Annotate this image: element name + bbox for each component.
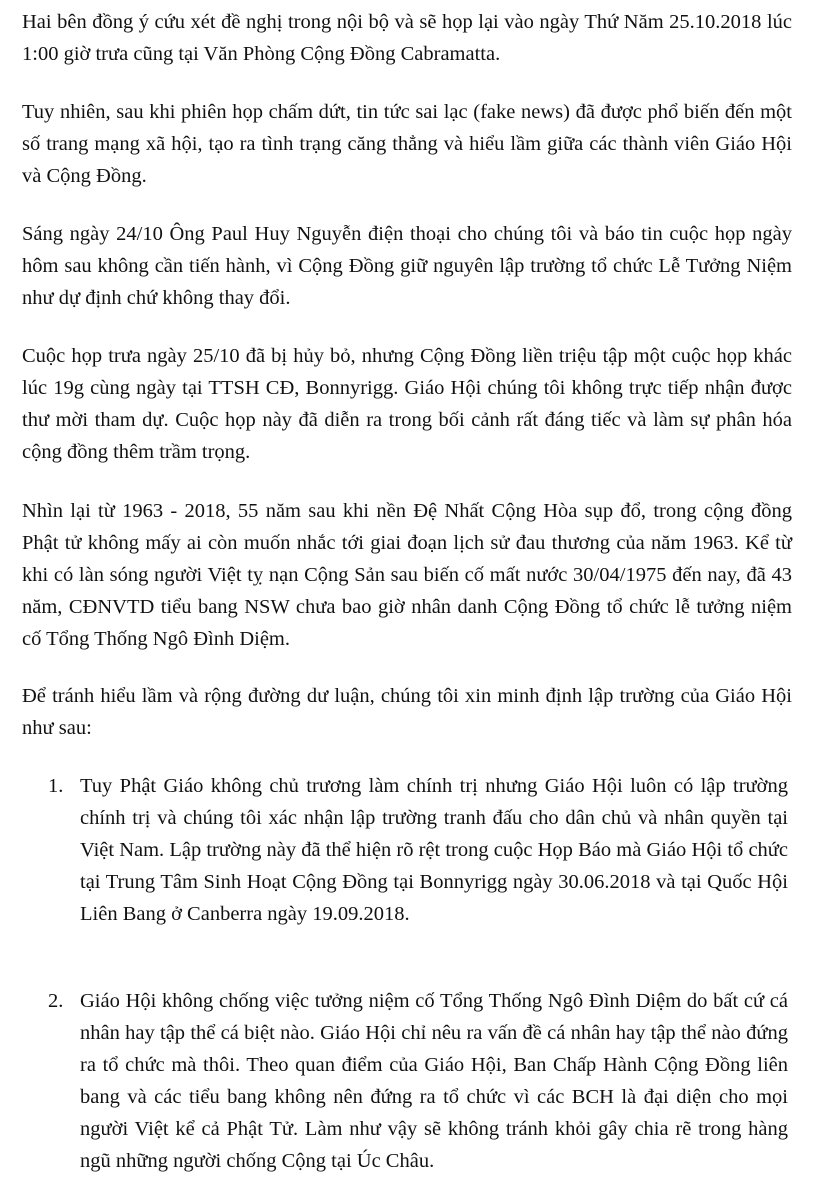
list-item-text: Giáo Hội không chống việc tưởng niệm cố Tổng Thống Ngô Đình Diệm do bất cứ cá nhân hay tập thể cá biệt nào. Giáo Hội chỉ nêu ra vấn đề cá nhân hay tập thể nào đứng ra tổ chức mà thôi. Theo quan điểm của Giáo Hội, Ban Chấp Hành Cộng Đồng liên bang và các tiểu bang không nên đứng ra tổ chức vì các BCH là đại diện cho mọi người Việt kể cả Phật Tử. Làm như vậy sẽ không tránh khỏi gây chia rẽ trong hàng ngũ những người chống Cộng tại Úc Châu.: [80, 990, 788, 1172]
paragraph-meeting-reschedule: Hai bên đồng ý cứu xét đề nghị trong nội bộ và sẽ họp lại vào ngày Thứ Năm 25.10.2018 lúc 1:00 giờ trưa cũng tại Văn Phòng Cộng Đồng Cabramatta.: [22, 11, 792, 65]
list-item-2: [48, 985, 788, 1177]
paragraph-history: Nhìn lại từ 1963 - 2018, 55 năm sau khi nền Đệ Nhất Cộng Hòa sụp đổ, trong cộng đồng Phật tử không mấy ai còn muốn nhắc tới giai đoạn lịch sử đau thương của năm 1963. Kể từ khi có làn sóng người Việt tỵ nạn Cộng Sản sau biến cố mất nước 30/04/1975 đến nay, đã 43 năm, CĐNVTD tiểu bang NSW chưa bao giờ nhân danh Cộng Đồng tổ chức lễ tưởng niệm cố Tổng Thống Ngô Đình Diệm.: [22, 500, 792, 650]
paragraph-fake-news: Tuy nhiên, sau khi phiên họp chấm dứt, tin tức sai lạc (fake news) đã được phổ biến đến một số trang mạng xã hội, tạo ra tình trạng căng thẳng và hiểu lầm giữa các thành viên Giáo Hội và Cộng Đồng.: [22, 101, 792, 187]
paragraph-phone-call: Sáng ngày 24/10 Ông Paul Huy Nguyễn điện thoại cho chúng tôi và báo tin cuộc họp ngày hôm sau không cần tiến hành, vì Cộng Đồng giữ nguyên lập trường tổ chức Lễ Tưởng Niệm như dự định chứ không thay đổi.: [22, 223, 792, 309]
list-item-1: [48, 770, 788, 930]
paragraph-position-intro: Để tránh hiểu lầm và rộng đường dư luận, chúng tôi xin minh định lập trường của Giáo Hội như sau:: [22, 685, 792, 739]
list-number: 2.: [48, 990, 64, 1012]
list-number: 1.: [48, 775, 64, 797]
list-item-text: Tuy Phật Giáo không chủ trương làm chính trị nhưng Giáo Hội luôn có lập trường chính trị và chúng tôi xác nhận lập trường tranh đấu cho dân chủ và nhân quyền tại Việt Nam. Lập trường này đã thể hiện rõ rệt trong cuộc Họp Báo mà Giáo Hội tổ chức tại Trung Tâm Sinh Hoạt Cộng Đồng tại Bonnyrigg ngày 30.06.2018 và tại Quốc Hội Liên Bang ở Canberra ngày 19.09.2018.: [80, 775, 788, 925]
paragraph-meeting-cancelled: Cuộc họp trưa ngày 25/10 đã bị hủy bỏ, nhưng Cộng Đồng liền triệu tập một cuộc họp khác lúc 19g cùng ngày tại TTSH CĐ, Bonnyrigg. Giáo Hội chúng tôi không trực tiếp nhận được thư mời tham dự. Cuộc họp này đã diễn ra trong bối cảnh rất đáng tiếc và làm sự phân hóa cộng đồng thêm trầm trọng.: [22, 345, 792, 463]
